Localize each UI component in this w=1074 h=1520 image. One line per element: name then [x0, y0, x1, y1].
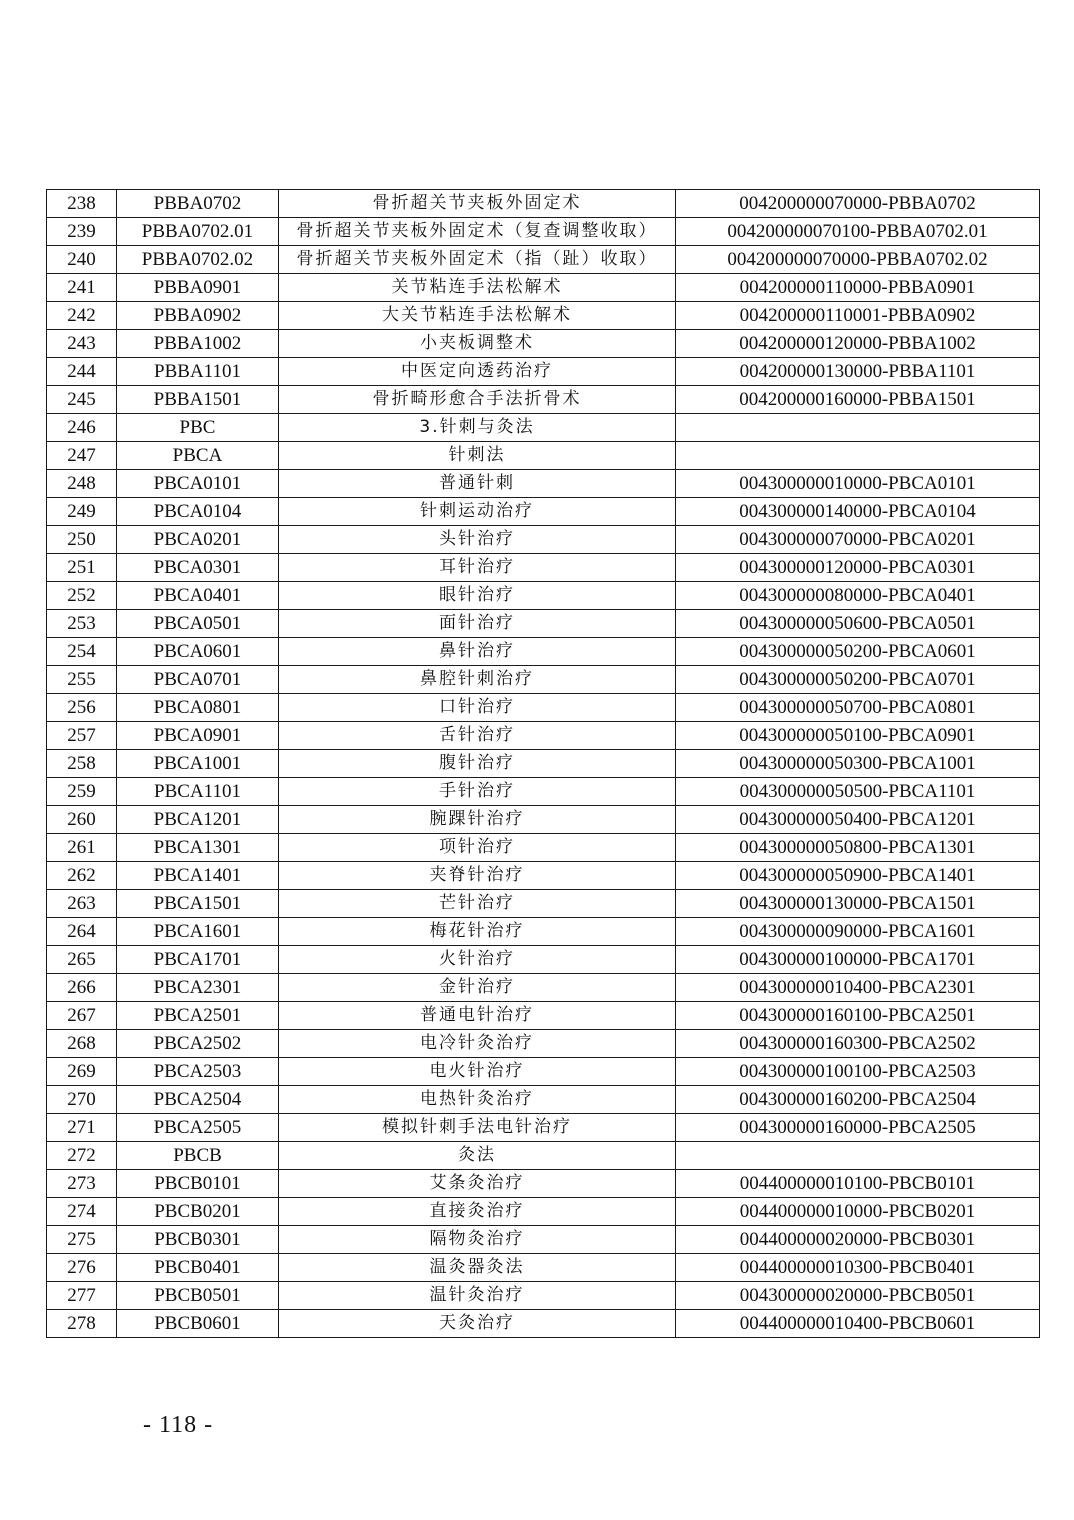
table-row	[47, 1114, 1040, 1142]
item-code-cell: PBCB0601	[117, 1310, 279, 1338]
national-code-cell: 004400000010000-PBCB0201	[676, 1198, 1040, 1226]
item-code-cell: PBCA1201	[117, 806, 279, 834]
row-number-cell: 240	[47, 246, 117, 274]
row-number-cell: 274	[47, 1198, 117, 1226]
national-code-cell: 004200000110000-PBBA0901	[676, 274, 1040, 302]
national-code-cell: 004200000110001-PBBA0902	[676, 302, 1040, 330]
row-number-cell: 248	[47, 470, 117, 498]
row-number-cell: 251	[47, 554, 117, 582]
item-code-cell: PBBA1002	[117, 330, 279, 358]
national-code-cell: 004300000050300-PBCA1001	[676, 750, 1040, 778]
table-row	[47, 414, 1040, 442]
table-row	[47, 778, 1040, 806]
item-code-cell: PBCB0101	[117, 1170, 279, 1198]
table-row	[47, 442, 1040, 470]
item-code-cell: PBCA2502	[117, 1030, 279, 1058]
item-code-cell: PBCA1401	[117, 862, 279, 890]
table-row	[47, 918, 1040, 946]
national-code-cell: 004400000010100-PBCB0101	[676, 1170, 1040, 1198]
item-name-cell: 骨折畸形愈合手法折骨术	[279, 386, 676, 414]
item-name-cell: 骨折超关节夹板外固定术（复查调整收取）	[279, 218, 676, 246]
row-number-cell: 272	[47, 1142, 117, 1170]
item-code-cell: PBCA1301	[117, 834, 279, 862]
national-code-cell: 004300000160000-PBCA2505	[676, 1114, 1040, 1142]
row-number-cell: 273	[47, 1170, 117, 1198]
item-code-cell: PBBA0702.02	[117, 246, 279, 274]
item-name-cell: 温针灸治疗	[279, 1282, 676, 1310]
item-name-cell: 口针治疗	[279, 694, 676, 722]
item-name-cell: 舌针治疗	[279, 722, 676, 750]
national-code-cell: 004300000090000-PBCA1601	[676, 918, 1040, 946]
national-code-cell: 004300000160100-PBCA2501	[676, 1002, 1040, 1030]
national-code-cell: 004300000050500-PBCA1101	[676, 778, 1040, 806]
national-code-cell: 004300000070000-PBCA0201	[676, 526, 1040, 554]
item-name-cell: 金针治疗	[279, 974, 676, 1002]
item-code-cell: PBCA1501	[117, 890, 279, 918]
national-code-cell: 004300000050600-PBCA0501	[676, 610, 1040, 638]
national-code-cell: 004300000050100-PBCA0901	[676, 722, 1040, 750]
national-code-cell: 004300000140000-PBCA0104	[676, 498, 1040, 526]
row-number-cell: 270	[47, 1086, 117, 1114]
national-code-cell: 004300000020000-PBCB0501	[676, 1282, 1040, 1310]
table-row	[47, 694, 1040, 722]
item-code-cell: PBBA0901	[117, 274, 279, 302]
item-name-cell: 隔物灸治疗	[279, 1226, 676, 1254]
item-code-cell: PBCA1601	[117, 918, 279, 946]
national-code-cell: 004200000130000-PBBA1101	[676, 358, 1040, 386]
item-code-cell: PBBA0902	[117, 302, 279, 330]
table-row	[47, 862, 1040, 890]
item-code-cell: PBCA1001	[117, 750, 279, 778]
item-code-cell: PBCA2301	[117, 974, 279, 1002]
table-row	[47, 890, 1040, 918]
item-name-cell: 鼻腔针刺治疗	[279, 666, 676, 694]
row-number-cell: 262	[47, 862, 117, 890]
national-code-cell: 004300000050200-PBCA0601	[676, 638, 1040, 666]
table-row	[47, 974, 1040, 1002]
item-name-cell: 项针治疗	[279, 834, 676, 862]
item-code-cell: PBC	[117, 414, 279, 442]
item-code-cell: PBCB0201	[117, 1198, 279, 1226]
national-code-cell: 004300000120000-PBCA0301	[676, 554, 1040, 582]
table-row	[47, 1254, 1040, 1282]
item-code-cell: PBCB0401	[117, 1254, 279, 1282]
item-code-cell: PBCA0501	[117, 610, 279, 638]
item-code-cell: PBBA0702.01	[117, 218, 279, 246]
item-code-cell: PBCA0301	[117, 554, 279, 582]
item-name-cell: 骨折超关节夹板外固定术（指（趾）收取）	[279, 246, 676, 274]
row-number-cell: 258	[47, 750, 117, 778]
row-number-cell: 253	[47, 610, 117, 638]
table-row	[47, 386, 1040, 414]
row-number-cell: 252	[47, 582, 117, 610]
row-number-cell: 260	[47, 806, 117, 834]
row-number-cell: 239	[47, 218, 117, 246]
table-row	[47, 1142, 1040, 1170]
row-number-cell: 244	[47, 358, 117, 386]
row-number-cell: 271	[47, 1114, 117, 1142]
item-name-cell: 芒针治疗	[279, 890, 676, 918]
item-code-cell: PBCA0901	[117, 722, 279, 750]
table-row	[47, 526, 1040, 554]
table-row	[47, 610, 1040, 638]
item-name-cell: 普通针刺	[279, 470, 676, 498]
row-number-cell: 255	[47, 666, 117, 694]
item-name-cell: 小夹板调整术	[279, 330, 676, 358]
item-name-cell: 中医定向透药治疗	[279, 358, 676, 386]
table-row	[47, 498, 1040, 526]
row-number-cell: 264	[47, 918, 117, 946]
table-row	[47, 1310, 1040, 1338]
national-code-cell: 004300000160200-PBCA2504	[676, 1086, 1040, 1114]
item-name-cell: 眼针治疗	[279, 582, 676, 610]
row-number-cell: 243	[47, 330, 117, 358]
row-number-cell: 254	[47, 638, 117, 666]
item-code-cell: PBCA0401	[117, 582, 279, 610]
national-code-cell	[676, 414, 1040, 442]
row-number-cell: 242	[47, 302, 117, 330]
item-code-cell: PBCA2504	[117, 1086, 279, 1114]
national-code-cell: 004300000050900-PBCA1401	[676, 862, 1040, 890]
item-name-cell: 针刺法	[279, 442, 676, 470]
row-number-cell: 246	[47, 414, 117, 442]
item-code-cell: PBCA1101	[117, 778, 279, 806]
item-name-cell: 腕踝针治疗	[279, 806, 676, 834]
item-name-cell: 直接灸治疗	[279, 1198, 676, 1226]
table-row	[47, 946, 1040, 974]
item-name-cell: 3.针刺与灸法	[279, 414, 676, 442]
row-number-cell: 241	[47, 274, 117, 302]
table-row	[47, 190, 1040, 218]
item-code-cell: PBCA0104	[117, 498, 279, 526]
row-number-cell: 269	[47, 1058, 117, 1086]
national-code-cell	[676, 442, 1040, 470]
item-code-cell: PBCA2505	[117, 1114, 279, 1142]
table-row	[47, 722, 1040, 750]
item-name-cell: 火针治疗	[279, 946, 676, 974]
table-row	[47, 750, 1040, 778]
table-row	[47, 358, 1040, 386]
table-row	[47, 218, 1040, 246]
table-row	[47, 1086, 1040, 1114]
item-name-cell: 关节粘连手法松解术	[279, 274, 676, 302]
item-code-table	[46, 189, 1040, 1338]
national-code-cell: 004300000100000-PBCA1701	[676, 946, 1040, 974]
item-code-cell: PBCA0101	[117, 470, 279, 498]
row-number-cell: 278	[47, 1310, 117, 1338]
row-number-cell: 265	[47, 946, 117, 974]
row-number-cell: 267	[47, 1002, 117, 1030]
item-name-cell: 灸法	[279, 1142, 676, 1170]
row-number-cell: 259	[47, 778, 117, 806]
national-code-cell: 004300000050700-PBCA0801	[676, 694, 1040, 722]
row-number-cell: 250	[47, 526, 117, 554]
item-name-cell: 面针治疗	[279, 610, 676, 638]
table-row	[47, 582, 1040, 610]
table-row	[47, 470, 1040, 498]
table-row	[47, 246, 1040, 274]
national-code-cell: 004400000020000-PBCB0301	[676, 1226, 1040, 1254]
item-name-cell: 鼻针治疗	[279, 638, 676, 666]
national-code-cell	[676, 1142, 1040, 1170]
item-name-cell: 骨折超关节夹板外固定术	[279, 190, 676, 218]
item-name-cell: 梅花针治疗	[279, 918, 676, 946]
row-number-cell: 245	[47, 386, 117, 414]
table-body	[47, 190, 1040, 1338]
national-code-cell: 004300000100100-PBCA2503	[676, 1058, 1040, 1086]
national-code-cell: 004300000050800-PBCA1301	[676, 834, 1040, 862]
item-name-cell: 头针治疗	[279, 526, 676, 554]
table-row	[47, 806, 1040, 834]
national-code-cell: 004200000120000-PBBA1002	[676, 330, 1040, 358]
table-row	[47, 302, 1040, 330]
row-number-cell: 268	[47, 1030, 117, 1058]
national-code-cell: 004300000050400-PBCA1201	[676, 806, 1040, 834]
row-number-cell: 261	[47, 834, 117, 862]
item-name-cell: 针刺运动治疗	[279, 498, 676, 526]
item-code-cell: PBCA0601	[117, 638, 279, 666]
table-row	[47, 1030, 1040, 1058]
national-code-cell: 004200000070100-PBBA0702.01	[676, 218, 1040, 246]
item-name-cell: 艾条灸治疗	[279, 1170, 676, 1198]
item-name-cell: 手针治疗	[279, 778, 676, 806]
national-code-cell: 004300000010400-PBCA2301	[676, 974, 1040, 1002]
item-code-cell: PBCB0301	[117, 1226, 279, 1254]
item-code-cell: PBCA1701	[117, 946, 279, 974]
row-number-cell: 277	[47, 1282, 117, 1310]
table-row	[47, 834, 1040, 862]
row-number-cell: 238	[47, 190, 117, 218]
national-code-cell: 004400000010300-PBCB0401	[676, 1254, 1040, 1282]
table-row	[47, 1170, 1040, 1198]
national-code-cell: 004300000160300-PBCA2502	[676, 1030, 1040, 1058]
item-name-cell: 电冷针灸治疗	[279, 1030, 676, 1058]
item-code-cell: PBCB0501	[117, 1282, 279, 1310]
item-code-cell: PBBA1101	[117, 358, 279, 386]
table-row	[47, 1002, 1040, 1030]
item-name-cell: 电火针治疗	[279, 1058, 676, 1086]
row-number-cell: 257	[47, 722, 117, 750]
item-name-cell: 电热针灸治疗	[279, 1086, 676, 1114]
table-row	[47, 1226, 1040, 1254]
item-code-cell: PBCA2501	[117, 1002, 279, 1030]
national-code-cell: 004200000070000-PBBA0702.02	[676, 246, 1040, 274]
row-number-cell: 276	[47, 1254, 117, 1282]
table-row	[47, 554, 1040, 582]
row-number-cell: 256	[47, 694, 117, 722]
item-code-cell: PBCA2503	[117, 1058, 279, 1086]
item-name-cell: 模拟针刺手法电针治疗	[279, 1114, 676, 1142]
table-row	[47, 1058, 1040, 1086]
item-name-cell: 天灸治疗	[279, 1310, 676, 1338]
item-name-cell: 耳针治疗	[279, 554, 676, 582]
item-code-cell: PBBA1501	[117, 386, 279, 414]
national-code-cell: 004300000080000-PBCA0401	[676, 582, 1040, 610]
table-row	[47, 330, 1040, 358]
item-name-cell: 大关节粘连手法松解术	[279, 302, 676, 330]
table-row	[47, 638, 1040, 666]
row-number-cell: 263	[47, 890, 117, 918]
item-name-cell: 温灸器灸法	[279, 1254, 676, 1282]
item-name-cell: 腹针治疗	[279, 750, 676, 778]
row-number-cell: 249	[47, 498, 117, 526]
national-code-cell: 004200000070000-PBBA0702	[676, 190, 1040, 218]
item-code-cell: PBCA0801	[117, 694, 279, 722]
row-number-cell: 275	[47, 1226, 117, 1254]
item-code-cell: PBCA0701	[117, 666, 279, 694]
national-code-cell: 004200000160000-PBBA1501	[676, 386, 1040, 414]
item-code-cell: PBCA0201	[117, 526, 279, 554]
national-code-cell: 004300000050200-PBCA0701	[676, 666, 1040, 694]
row-number-cell: 266	[47, 974, 117, 1002]
national-code-cell: 004300000010000-PBCA0101	[676, 470, 1040, 498]
item-code-cell: PBCB	[117, 1142, 279, 1170]
table-row	[47, 1198, 1040, 1226]
table-row	[47, 1282, 1040, 1310]
item-code-cell: PBCA	[117, 442, 279, 470]
national-code-cell: 004400000010400-PBCB0601	[676, 1310, 1040, 1338]
table-row	[47, 666, 1040, 694]
item-code-cell: PBBA0702	[117, 190, 279, 218]
page-number: - 118 -	[143, 1412, 214, 1438]
national-code-cell: 004300000130000-PBCA1501	[676, 890, 1040, 918]
item-name-cell: 夹脊针治疗	[279, 862, 676, 890]
table-row	[47, 274, 1040, 302]
item-name-cell: 普通电针治疗	[279, 1002, 676, 1030]
row-number-cell: 247	[47, 442, 117, 470]
